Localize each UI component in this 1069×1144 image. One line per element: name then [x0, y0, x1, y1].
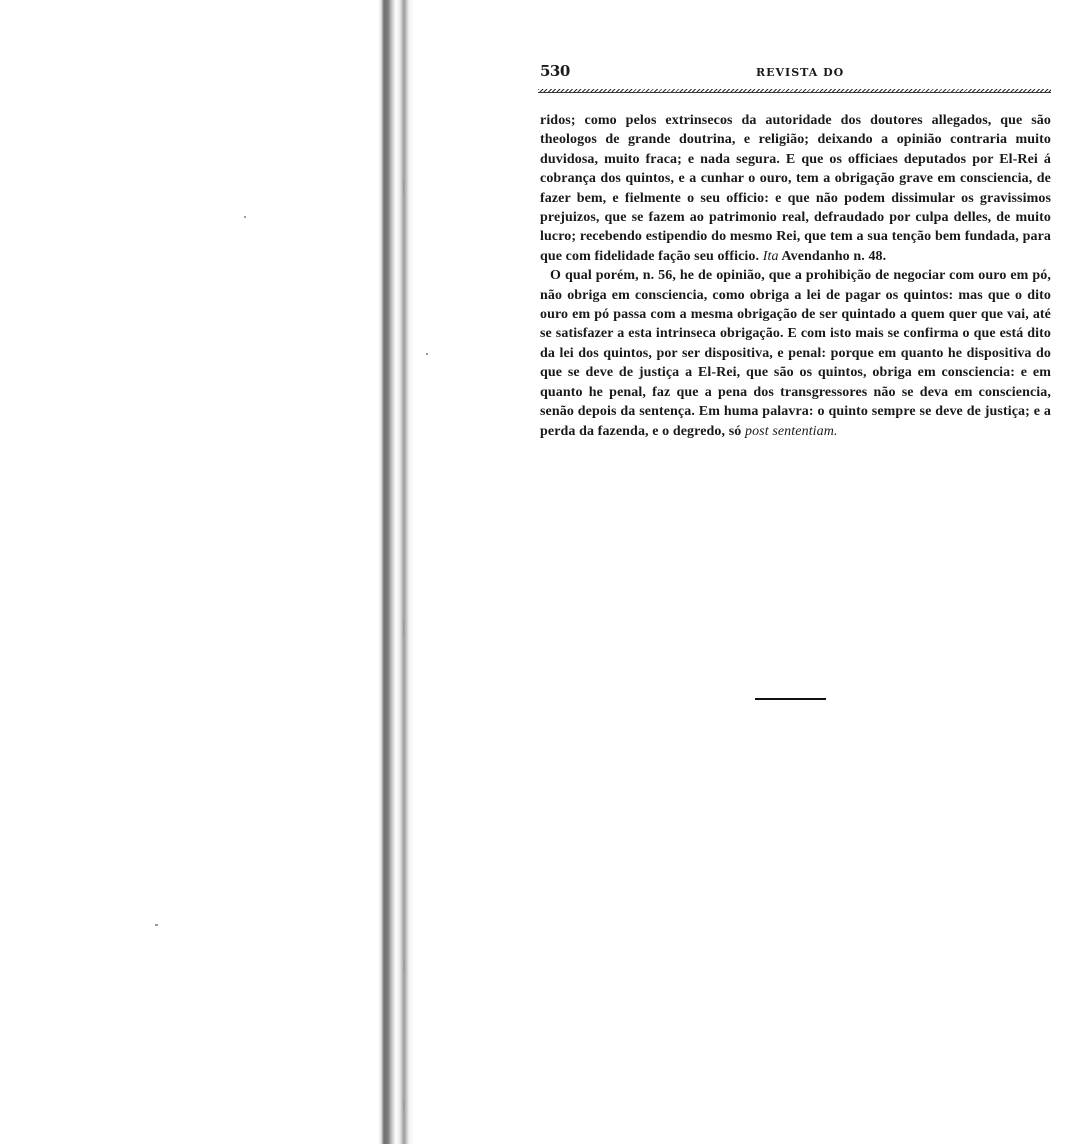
italic-text: Ita: [762, 248, 779, 264]
section-end-rule: [755, 698, 826, 700]
header-rule: [538, 89, 1051, 93]
scan-speck: [403, 1100, 404, 1110]
page-number: 530: [540, 62, 570, 80]
book-gutter-shadow: [378, 0, 414, 1144]
scan-speck: [244, 216, 246, 218]
scan-speck: [403, 180, 404, 194]
paragraph: [540, 266, 1051, 441]
scan-speck: [404, 960, 405, 972]
italic-text: post sententiam.: [744, 423, 838, 439]
paragraph-text: Avendanho n. 48.: [781, 248, 887, 264]
body-text: [540, 111, 1051, 441]
scan-speck: [426, 353, 428, 355]
page-header: [540, 62, 1051, 86]
scan-speck: [155, 924, 158, 926]
paragraph-text: O qual porém, n. 56, he de opinião, que a prohibição de negociar com ouro em pó, não obriga em consciencia, como obriga a lei de pagar os quintos: mas que o dito ouro em pó passa com a mesma obrigação de ser quintado a quem quer que vai, até se satisfazer a esta intrinseca obrigação. E com isto mais se confirma o que está dito da lei dos quintos, por ser dispositiva, e penal: porque em quanto he dispositiva do que se deve de justiça a El-Rei, que são os quintos, obriga em consciencia: e em quanto he penal, faz que a pena dos transgressores não se deva em consciencia, senão depois da sentença. Em huma palavra: o quinto sempre se deve de justiça; e a perda da fazenda, e o degredo, só: [540, 268, 1051, 439]
scan-speck: [403, 620, 404, 636]
paragraph: [540, 111, 1051, 266]
paragraph-text: ridos; como pelos extrinsecos da autoridade dos doutores allegados, que são theologos de grande doutrina, e religião; deixando a opinião contraria muito duvidosa, muito fraca; e nada segura. E que os officiaes deputados por El-Rei á cobrança dos quintos, e a cunhar o ouro, tem a obrigação grave em consciencia, de fazer bem, e fielmente o seu officio: e que não podem dissimular os gravissimos prejuizos, que se fazem ao patrimonio real, defraudado por culpa delles, de muito lucro; recebendo estipendio do mesmo Rei, que tem a sua tenção bem fundada, para que com fidelidade fação seu officio.: [540, 113, 1051, 264]
running-head: REVISTA DO: [756, 66, 845, 79]
